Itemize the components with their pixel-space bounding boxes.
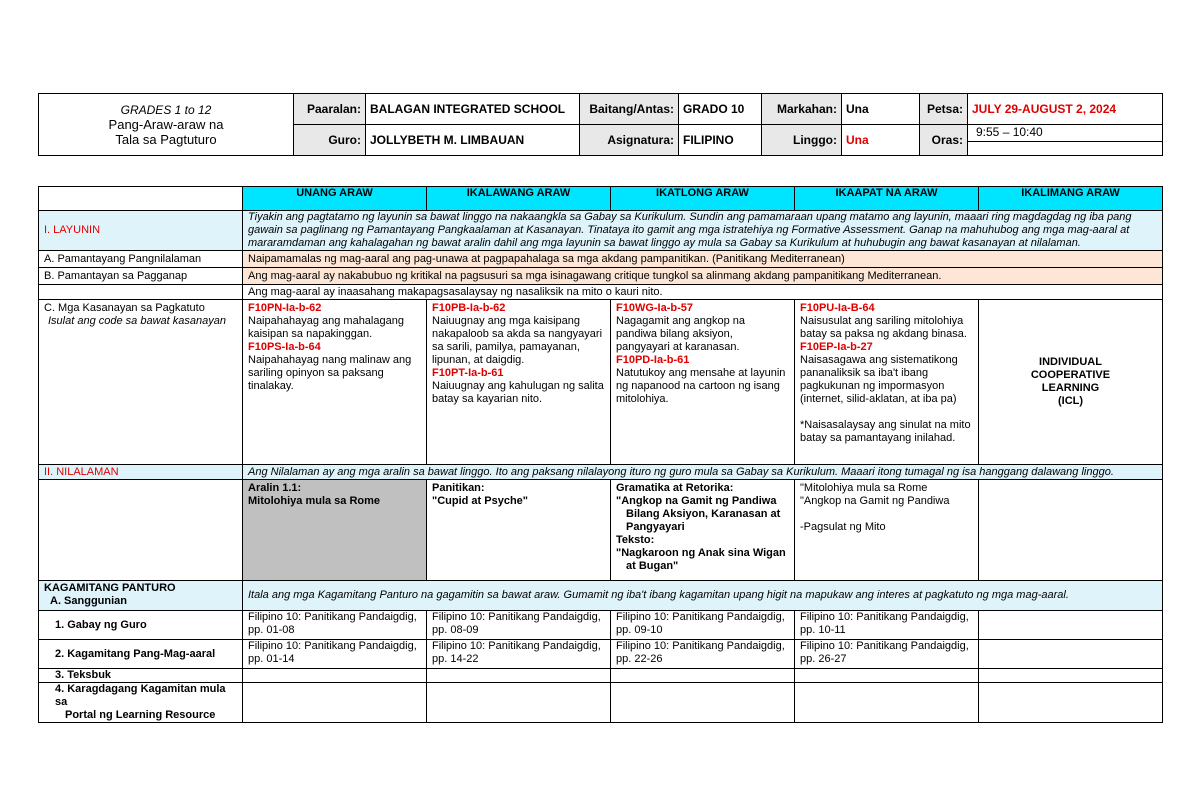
oras-label: Oras: — [920, 125, 968, 156]
header-table — [38, 93, 1163, 156]
gabay-day3: Filipino 10: Panitikang Pandaigdig, pp. 09-10 — [611, 611, 795, 640]
layunin-text: Tiyakin ang pagtatamo ng layunin sa bawat linggo na nakaangkla sa Gabay sa Kurikulum. Sundin ang pamamaraan upang matamo ang layunin, maaari ring magdagdag ng iba pang gawain sa paglinang ng Pamantayang Pangkaalaman at Kasanayan. Tinataya ito gamit ang mga istratehiya ng Formative Assessment. Ganap na mahuhubog ang mga mag-aaral at mararamdaman ang kahalagahan ng bawat aralin dahil ang mga layunin sa bawat linggo ay mula sa Gabay sa Kurikulum at huhubugin ang bawat kasanayan at nilalaman. — [243, 211, 1163, 251]
nilalaman-day5 — [979, 480, 1163, 581]
gabay-day1: Filipino 10: Panitikang Pandaigdig, pp. 01-08 — [243, 611, 427, 640]
gramatika-line: Bilang Aksiyon, Karanasan at — [626, 508, 781, 520]
aralin-title: Mitolohiya mula sa Rome — [248, 495, 381, 507]
teksbuk-row — [39, 669, 1163, 683]
blank-corner — [39, 187, 243, 211]
form-title-line1: Pang-Araw-araw na — [108, 116, 224, 132]
baitang-label: Baitang/Antas: — [580, 94, 679, 125]
gramatika-label: Gramatika at Retorika: — [616, 482, 734, 494]
competency-code: F10PN-Ia-b-62 — [248, 302, 322, 314]
competency-code: F10PT-Ia-b-61 — [432, 367, 504, 379]
gabay-day5 — [979, 611, 1163, 640]
oras-value: 9:55 – 10:40 — [968, 125, 1162, 142]
pagganap-label: B. Pamantayan sa Pagganap — [39, 268, 243, 285]
paaralan-label: Paaralan: — [294, 94, 366, 125]
icl-line3: LEARNING — [1041, 382, 1100, 394]
karagdagan-label-line2: Portal ng Learning Resource — [65, 709, 216, 721]
nilalaman-content-row — [39, 480, 1163, 581]
icl-line4: (ICL) — [1057, 395, 1084, 407]
teksbuk-day3 — [611, 669, 795, 683]
icl-line2: COOPERATIVE — [1030, 369, 1111, 381]
day-header-4: IKAAPAT NA ARAW — [795, 187, 979, 211]
petsa-value: JULY 29-AUGUST 2, 2024 — [968, 94, 1163, 125]
teksto-label: Teksto: — [616, 534, 655, 546]
day-header-row — [39, 187, 1163, 211]
sanggunian-label: A. Sanggunian — [50, 595, 127, 607]
karagdagan-day2 — [427, 683, 611, 723]
karagdagan-label-cell — [39, 683, 243, 723]
mag-aaral-day4: Filipino 10: Panitikang Pandaigdig, pp. 26-27 — [795, 640, 979, 669]
kagamitan-text: Itala ang mga Kagamitang Panturo na gagamitin sa bawat araw. Gumamit ng iba't ibang kagamitan upang higit na mapukaw ang interes at pagkatuto ng mga mag-aaral. — [243, 581, 1163, 611]
teksbuk-label: 3. Teksbuk — [39, 669, 243, 683]
competency-text: Naisusulat ang sariling mitolohiya batay sa paksa ng akdang binasa. — [800, 315, 967, 340]
linggo-label: Linggo: — [762, 125, 842, 156]
competency-code: F10WG-Ia-b-57 — [616, 302, 694, 314]
kagamitan-label: KAGAMITANG PANTURO — [44, 582, 176, 594]
competency-text: Naipahahayag ang mahalagang kaisipan sa napakinggan. — [248, 315, 404, 340]
lesson-plan-table — [38, 186, 1163, 723]
asignatura-value: FILIPINO — [679, 125, 762, 156]
mag-aaral-label: 2. Kagamitang Pang-Mag-aaral — [39, 640, 243, 669]
competency-code: F10PS-Ia-b-64 — [248, 341, 321, 353]
teksbuk-day4 — [795, 669, 979, 683]
gramatika-line: "Angkop na Gamit ng Pandiwa — [616, 495, 777, 507]
kasanayan-day1 — [243, 300, 427, 465]
pangnilalaman-row — [39, 251, 1163, 268]
competency-text: Naiuugnay ang mga kaisipang nakapaloob sa akda sa nangyayari sa sarili, pamilya, pamayanan, lipunan, at daigdig. — [432, 315, 603, 366]
pagganap-text: Ang mag-aaral ay nakabubuo ng kritikal na pagsusuri sa mga isinagawang critique tungkol sa alinmang akdang pampanitikang Mediterranean. — [243, 268, 1163, 285]
teksto-line: at Bugan" — [626, 560, 679, 572]
gabay-day2: Filipino 10: Panitikang Pandaigdig, pp. 08-09 — [427, 611, 611, 640]
karagdagan-day4 — [795, 683, 979, 723]
competency-text: Naisasagawa ang sistematikong pananaliksik sa iba't ibang pagkukunan ng impormasyon (internet, silid-aklatan, at iba pa) — [800, 354, 958, 405]
teksbuk-day2 — [427, 669, 611, 683]
mag-aaral-row — [39, 640, 1163, 669]
day-header-1: UNANG ARAW — [243, 187, 427, 211]
oras-cell — [968, 125, 1163, 156]
competency-text: Natutukoy ang mensahe at layunin ng napanood na cartoon ng isang mitolohiya. — [616, 367, 786, 405]
day-header-2: IKALAWANG ARAW — [427, 187, 611, 211]
competency-text: Nagagamit ang angkop na pandiwa bilang aksiyon, pangyayari at karanasan. — [616, 315, 746, 353]
kasanayan-label-cell — [39, 300, 243, 465]
karagdagan-row — [39, 683, 1163, 723]
day-header-3: IKATLONG ARAW — [611, 187, 795, 211]
kasanayan-day4 — [795, 300, 979, 465]
blank-label-cell — [39, 480, 243, 581]
nilalaman-day3 — [611, 480, 795, 581]
karagdagan-label-line1: 4. Karagdagang Kagamitan mula sa — [55, 683, 226, 708]
markahan-label: Markahan: — [762, 94, 842, 125]
kagamitan-label-cell — [39, 581, 243, 611]
kagamitan-row — [39, 581, 1163, 611]
panitikan-title: "Cupid at Psyche" — [432, 495, 529, 507]
icl-line1: INDIVIDUAL — [1039, 356, 1102, 368]
asignatura-label: Asignatura: — [580, 125, 679, 156]
baitang-value: GRADO 10 — [679, 94, 762, 125]
competency-text: Naipahahayag nang malinaw ang sariling opinyon sa paksang tinalakay. — [248, 354, 412, 392]
karagdagan-day1 — [243, 683, 427, 723]
pagganap-row — [39, 268, 1163, 285]
nilalaman-day4 — [795, 480, 979, 581]
pangnilalaman-label: A. Pamantayang Pangnilalaman — [39, 251, 243, 268]
kasanayan-label: C. Mga Kasanayan sa Pagkatuto — [44, 302, 205, 314]
gabay-day4: Filipino 10: Panitikang Pandaigdig, pp. 10-11 — [795, 611, 979, 640]
karagdagan-day3 — [611, 683, 795, 723]
content-line: -Pagsulat ng Mito — [800, 521, 886, 533]
content-line: "Mitolohiya mula sa Rome — [800, 482, 928, 494]
grades-label: GRADES 1 to 12 — [120, 102, 212, 117]
petsa-label: Petsa: — [920, 94, 968, 125]
teksto-line: "Nagkaroon ng Anak sina Wigan — [616, 547, 786, 559]
layunin-row — [39, 211, 1163, 251]
gramatika-line: Pangyayari — [626, 521, 685, 533]
nilalaman-label: II. NILALAMAN — [39, 465, 243, 480]
guro-label: Guro: — [294, 125, 366, 156]
nilalaman-row — [39, 465, 1163, 480]
nilalaman-text: Ang Nilalaman ay ang mga aralin sa bawat linggo. Ito ang paksang nilalayong ituro ng guro mula sa Gabay sa Kurikulum. Maaari itong tumagal ng isa hanggang dalawang linggo. — [243, 465, 1163, 480]
kasanayan-row — [39, 300, 1163, 465]
mag-aaral-day1: Filipino 10: Panitikang Pandaigdig, pp. 01-14 — [243, 640, 427, 669]
blank-label-cell — [39, 285, 243, 300]
markahan-value: Una — [842, 94, 920, 125]
gabay-label: 1. Gabay ng Guro — [39, 611, 243, 640]
competency-text: Naiuugnay ang kahulugan ng salita batay sa kayarian nito. — [432, 380, 604, 405]
gabay-row — [39, 611, 1163, 640]
karagdagan-day5 — [979, 683, 1163, 723]
mag-aaral-day3: Filipino 10: Panitikang Pandaigdig, pp. 22-26 — [611, 640, 795, 669]
pangnilalaman-text: Naipamamalas ng mag-aaral ang pag-unawa at pagpapahalaga sa mga akdang pampanitikan. (Panitikang Mediterranean) — [243, 251, 1163, 268]
pagganap-row-2 — [39, 285, 1163, 300]
nilalaman-day1 — [243, 480, 427, 581]
form-title-line2: Tala sa Pagtuturo — [115, 131, 217, 147]
mag-aaral-day5 — [979, 640, 1163, 669]
teksbuk-day1 — [243, 669, 427, 683]
competency-code: F10PD-Ia-b-61 — [616, 354, 690, 366]
kasanayan-sublabel: Isulat ang code sa bawat kasanayan — [48, 315, 226, 327]
guro-value: JOLLYBETH M. LIMBAUAN — [366, 125, 580, 156]
competency-code: F10PB-Ia-b-62 — [432, 302, 506, 314]
content-line: "Angkop na Gamit ng Pandiwa — [800, 495, 950, 507]
pagganap-text-2: Ang mag-aaral ay inaasahang makapagsasalaysay ng nasaliksik na mito o kauri nito. — [243, 285, 1163, 300]
teksbuk-day5 — [979, 669, 1163, 683]
form-title-cell — [39, 94, 294, 156]
day-header-5: IKALIMANG ARAW — [979, 187, 1163, 211]
kasanayan-day5 — [979, 300, 1163, 465]
competency-code: F10EP-Ia-b-27 — [800, 341, 873, 353]
layunin-label: I. LAYUNIN — [39, 211, 243, 251]
aralin-label: Aralin 1.1: — [248, 482, 302, 494]
nilalaman-day2 — [427, 480, 611, 581]
mag-aaral-day2: Filipino 10: Panitikang Pandaigdig, pp. 14-22 — [427, 640, 611, 669]
kasanayan-day2 — [427, 300, 611, 465]
linggo-value: Una — [842, 125, 920, 156]
paaralan-value: BALAGAN INTEGRATED SCHOOL — [366, 94, 580, 125]
competency-note: *Naisasalaysay ang sinulat na mito batay sa pamantayang inilahad. — [800, 419, 971, 444]
kasanayan-day3 — [611, 300, 795, 465]
competency-code: F10PU-Ia-B-64 — [800, 302, 875, 314]
panitikan-label: Panitikan: — [432, 482, 485, 494]
